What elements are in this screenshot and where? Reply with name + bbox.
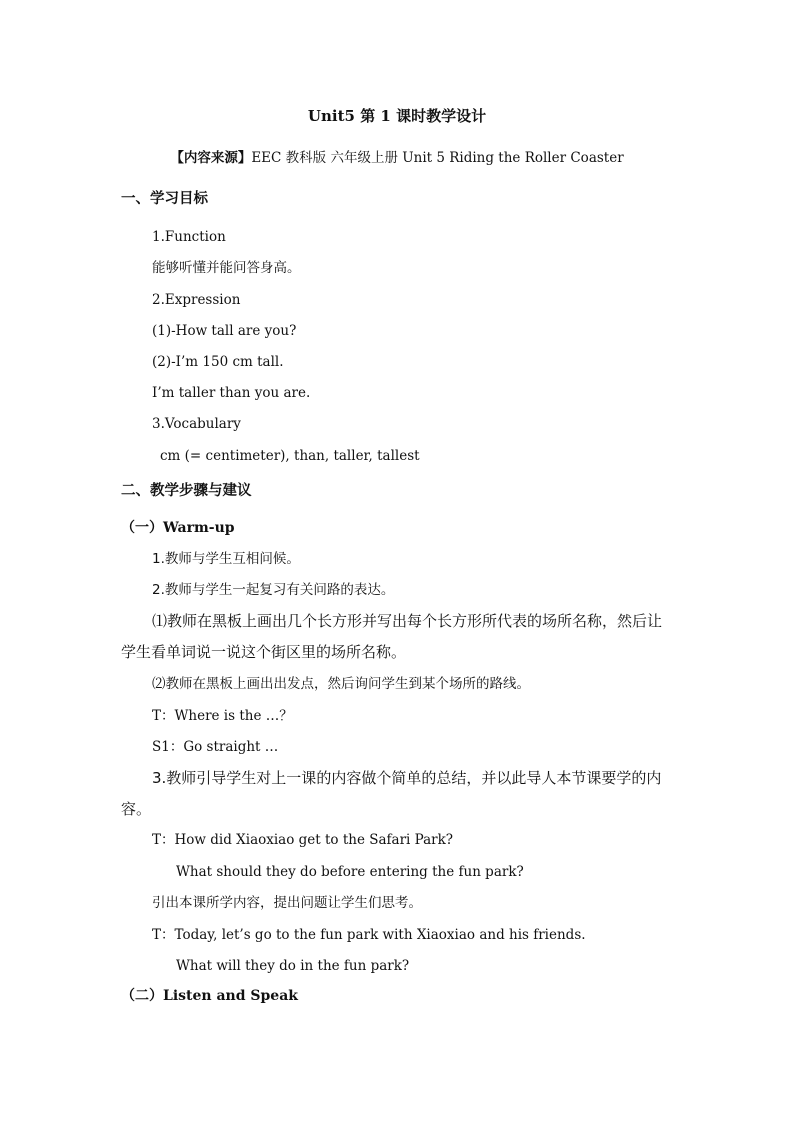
expression-label: 2.Expression bbox=[152, 292, 241, 308]
teacher-line-3b: What will they do in the fun park? bbox=[176, 958, 410, 974]
section-heading-steps: 二、教学步骤与建议 bbox=[121, 483, 252, 499]
document-title: Unit5 第 1 课时教学设计 bbox=[307, 107, 487, 125]
section-heading-objectives: 一、学习目标 bbox=[121, 191, 208, 207]
content-source-label: 【内容来源】 bbox=[170, 150, 252, 166]
teacher-line-1: T：Where is the …？ bbox=[152, 708, 293, 724]
teacher-line-2: T：How did Xiaoxiao get to the Safari Park? bbox=[152, 832, 454, 848]
expression-line-3: I’m taller than you are. bbox=[152, 385, 311, 401]
warmup-heading: （一）Warm-up bbox=[121, 520, 235, 536]
function-label: 1.Function bbox=[152, 229, 226, 245]
content-source bbox=[0, 148, 794, 168]
lead-in-text: 引出本课所学内容，提出问题让学生们思考。 bbox=[152, 895, 422, 911]
step-2: 2.教师与学生一起复习有关问路的表达。 bbox=[152, 582, 395, 598]
teacher-line-2b: What should they do before entering the fun park? bbox=[176, 864, 524, 880]
step-3: 3.教师引导学生对上一课的内容做个简单的总结，并以此导人本节课要学的内容。 bbox=[121, 769, 662, 818]
expression-line-2: (2)-I’m 150 cm tall. bbox=[152, 354, 284, 370]
listen-speak-heading: （二）Listen and Speak bbox=[121, 988, 298, 1004]
vocabulary-text: cm (= centimeter), than, taller, tallest bbox=[160, 448, 420, 464]
step-1: 1.教师与学生互相问候。 bbox=[152, 551, 300, 567]
content-source-text: EEC 教科版 六年级上册 Unit 5 Riding the Roller Coaster bbox=[251, 150, 624, 166]
teacher-line-3: T：Today, let’s go to the fun park with Xiaoxiao and his friends. bbox=[152, 927, 586, 943]
student-line-1: S1：Go straight … bbox=[152, 739, 279, 755]
vocabulary-label: 3.Vocabulary bbox=[152, 416, 241, 432]
expression-line-1: (1)-How tall are you? bbox=[152, 323, 297, 339]
step-2a: ⑴教师在黑板上画出几个长方形并写出每个长方形所代表的场所名称，然后让学生看单词说一说这个街区里的场所名称。 bbox=[121, 612, 663, 661]
function-text: 能够听懂并能问答身高。 bbox=[152, 260, 301, 276]
step-2b: ⑵教师在黑板上画出出发点，然后询问学生到某个场所的路线。 bbox=[152, 676, 530, 692]
